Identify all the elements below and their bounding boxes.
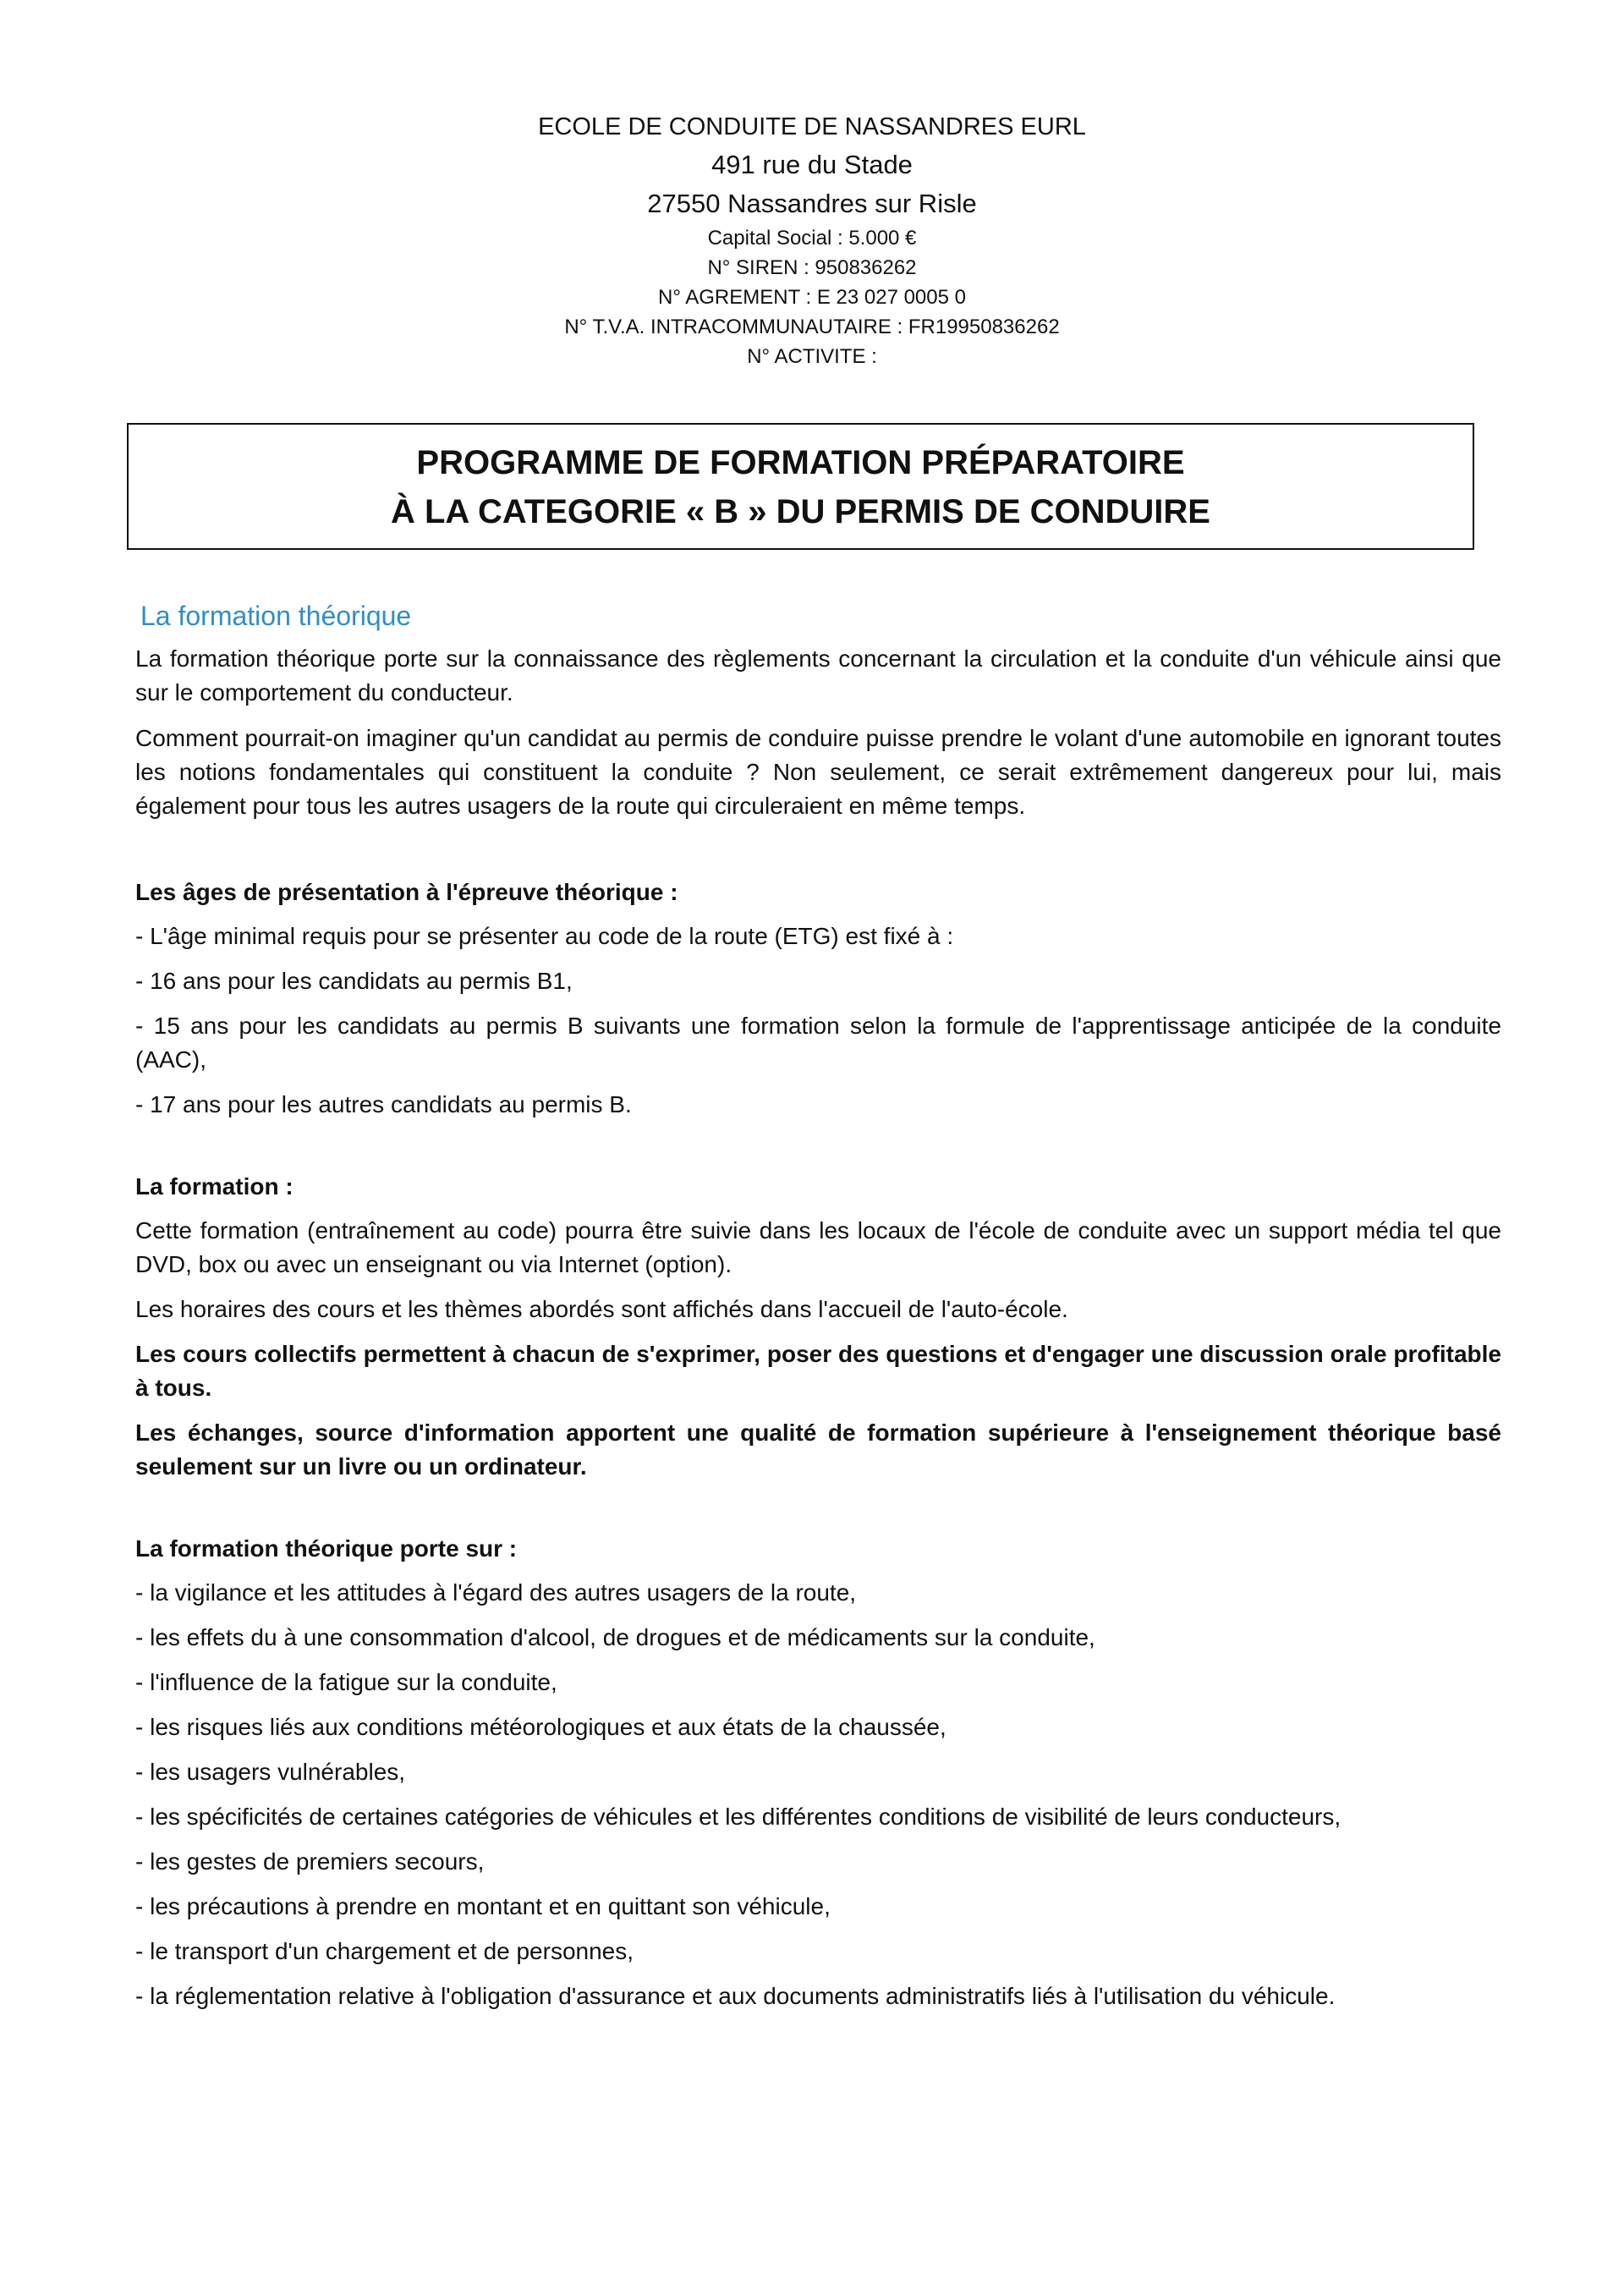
formation-paragraph-1: Cette formation (entraînement au code) pourra être suivie dans les locaux de l'école de conduite avec un support média tel que DVD, box ou avec un enseignant ou via Internet (option).	[135, 1217, 1501, 1277]
ages-item: - L'âge minimal requis pour se présenter au code de la route (ETG) est fixé à :	[135, 923, 954, 949]
program-title-line-2: À LA CATEGORIE « B » DU PERMIS DE CONDUIRE	[391, 493, 1210, 530]
letterhead	[0, 108, 1624, 371]
topic-item: - les précautions à prendre en montant et en quittant son véhicule,	[135, 1893, 831, 1919]
topic-item: - les effets du à une consommation d'alcool, de drogues et de médicaments sur la conduite,	[135, 1624, 1095, 1650]
topic-item: - les spécificités de certaines catégories de véhicules et les différentes conditions de visibilité de leurs conducteurs,	[135, 1804, 1341, 1830]
formation-paragraph-3: Les cours collectifs permettent à chacun de s'exprimer, poser des questions et d'engager une discussion orale profitable à tous.	[135, 1341, 1501, 1401]
capital-social: Capital Social : 5.000 €	[707, 227, 917, 250]
main-content	[135, 596, 1501, 2024]
ages-item: - 16 ans pour les candidats au permis B1,	[135, 968, 573, 994]
formation-heading: La formation :	[135, 1173, 294, 1200]
siren-number: N° SIREN : 950836262	[707, 256, 917, 279]
tva-number: N° T.V.A. INTRACOMMUNAUTAIRE : FR19950836262	[564, 316, 1060, 338]
topics-heading: La formation théorique porte sur :	[135, 1535, 518, 1562]
topic-item: - la réglementation relative à l'obligation d'assurance et aux documents administratifs liés à l'utilisation du véhicule.	[135, 1983, 1336, 2009]
topic-item: - l'influence de la fatigue sur la conduite,	[135, 1669, 557, 1695]
topic-item: - les risques liés aux conditions météorologiques et aux états de la chaussée,	[135, 1714, 946, 1740]
program-title-line-1: PROGRAMME DE FORMATION PRÉPARATOIRE	[416, 444, 1185, 481]
topic-item: - le transport d'un chargement et de personnes,	[135, 1938, 634, 1964]
ages-heading: Les âges de présentation à l'épreuve théorique :	[135, 879, 678, 905]
formation-paragraph-4: Les échanges, source d'information apportent une qualité de formation supérieure à l'enseignement théorique basé seulement sur un livre ou un ordinateur.	[135, 1419, 1501, 1480]
intro-paragraph-2: Comment pourrait-on imaginer qu'un candidat au permis de conduire puisse prendre le volant d'une automobile en ignorant toutes les notions fondamentales qui constituent la conduite ? Non seulement, ce serait extrêmement dangereux pour lui, mais également pour tous les autres usagers de la route qui circuleraient en même temps.	[135, 725, 1501, 819]
topic-item: - les gestes de premiers secours,	[135, 1848, 485, 1875]
street-address: 491 rue du Stade	[711, 150, 913, 179]
ages-item: - 17 ans pour les autres candidats au permis B.	[135, 1091, 632, 1117]
topic-item: - la vigilance et les attitudes à l'égard des autres usagers de la route,	[135, 1579, 857, 1606]
formation-paragraph-2: Les horaires des cours et les thèmes abordés sont affichés dans l'accueil de l'auto-école.	[135, 1296, 1068, 1322]
agrement-number: N° AGREMENT : E 23 027 0005 0	[657, 286, 966, 309]
topic-item: - les usagers vulnérables,	[135, 1759, 406, 1785]
activite-number: N° ACTIVITE :	[747, 345, 877, 368]
program-title-box	[127, 423, 1474, 550]
ages-item: - 15 ans pour les candidats au permis B suivants une formation selon la formule de l'apprentissage anticipée de la conduite (AAC),	[135, 1013, 1501, 1073]
city-address: 27550 Nassandres sur Risle	[647, 189, 977, 218]
intro-paragraph-1: La formation théorique porte sur la connaissance des règlements concernant la circulation et la conduite d'un véhicule ainsi que sur le comportement du conducteur.	[135, 645, 1501, 706]
company-name: ECOLE DE CONDUITE DE NASSANDRES EURL	[538, 113, 1086, 140]
section-title: La formation théorique	[140, 601, 412, 631]
